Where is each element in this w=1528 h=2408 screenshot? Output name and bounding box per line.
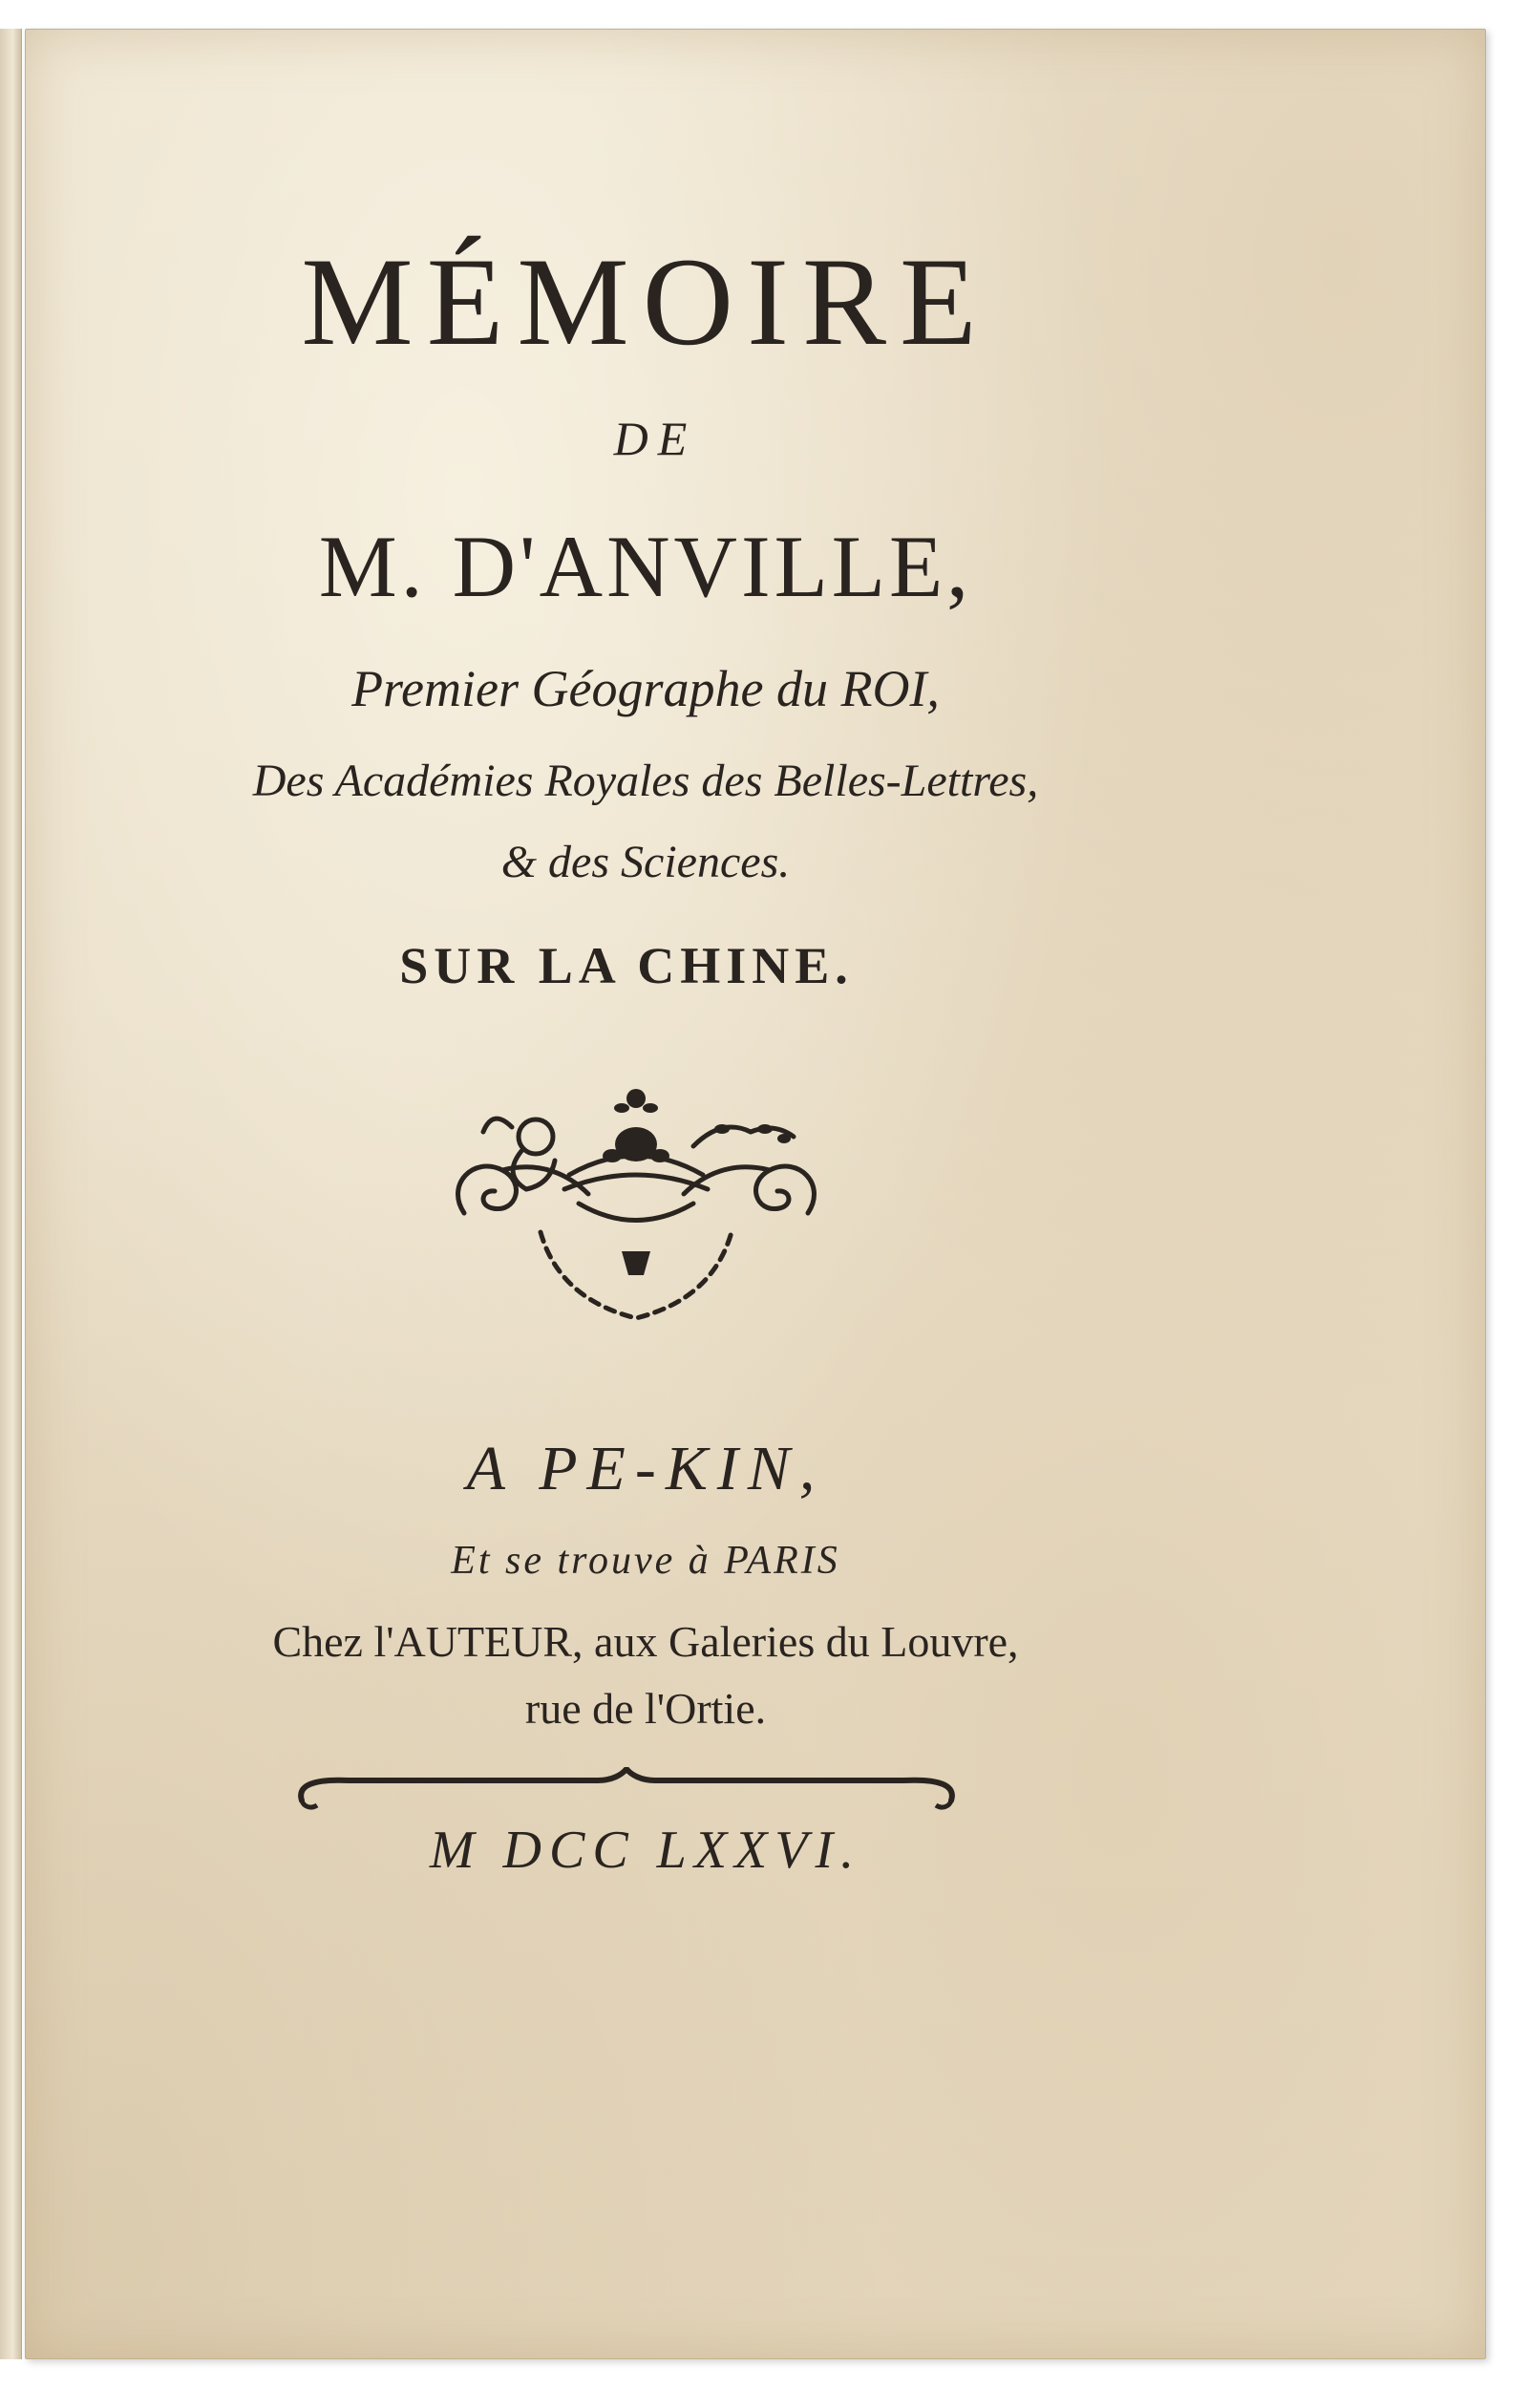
title-page — [25, 29, 1486, 2359]
imprint-year: M DCC LXXVI. — [429, 1821, 862, 1880]
bracket-rule-icon — [292, 1767, 961, 1815]
book-subject: SUR LA CHINE. — [399, 937, 854, 994]
author-role: Premier Géographe du ROI, — [351, 660, 940, 717]
imprint-availability: Et se trouve à PARIS — [451, 1539, 840, 1583]
author-name: M. D'ANVILLE, — [318, 518, 973, 615]
sciences-line: & des Sciences. — [500, 837, 791, 887]
imprint-place: A PE-KIN, — [466, 1434, 825, 1503]
previous-leaf-edge — [0, 29, 22, 2359]
imprint-street: rue de l'Ortie. — [524, 1684, 767, 1733]
printers-ornament-icon — [435, 1070, 837, 1337]
title-preposition: DE — [613, 412, 697, 465]
imprint-seller: Chez l'AUTEUR, aux Galeries du Louvre, — [272, 1617, 1019, 1666]
academies-line: Des Académies Royales des Belles-Lettres, — [252, 756, 1039, 806]
book-title: MÉMOIRE — [301, 231, 990, 372]
